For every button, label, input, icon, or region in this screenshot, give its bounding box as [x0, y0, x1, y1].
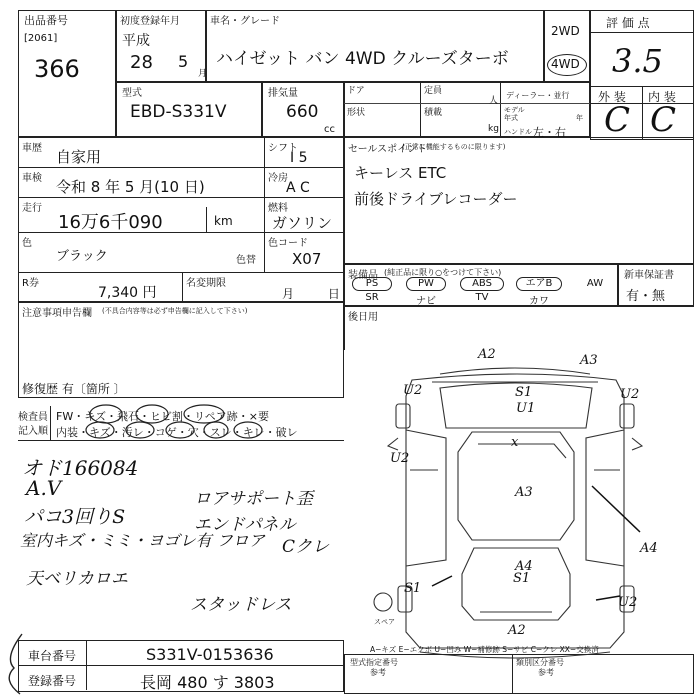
grade-value: 3.5 — [612, 42, 663, 80]
era: 平成 — [122, 33, 150, 49]
note-studless: スタッドレス — [190, 595, 292, 615]
equip-pw: PW — [406, 277, 446, 291]
name-change-value: 月 日 — [282, 287, 340, 301]
chassis-type-label: 型式 — [122, 88, 142, 99]
note-end-panel: エンドパネル — [194, 515, 296, 535]
selling-line-1: キーレス ETC — [354, 164, 447, 182]
inspector-label-1: 検査員 — [18, 412, 48, 423]
equip-airbag: エアB — [516, 277, 562, 291]
interior-label: 内 装 — [648, 90, 676, 104]
shift-label: シフト — [268, 143, 298, 154]
history-value: 自家用 — [56, 148, 102, 166]
drive-2wd: 2WD — [551, 24, 580, 38]
color-value: ブラック — [56, 249, 108, 264]
note-interior: 室内キズ・ミミ・ヨゴレ有 フロア — [20, 531, 265, 550]
warranty-value: 有・無 — [626, 289, 666, 304]
model-name: ハイゼット バン 4WD クルーズターボ — [216, 49, 509, 69]
door-label: ドア — [347, 86, 365, 96]
recycle-label: R券 — [22, 278, 39, 289]
inspector-row-2: 内装・キズ・汚レ・コゲ・穴・スレ・キレ・破レ — [56, 426, 298, 439]
repair-label: 修復歴 有〔箇所 〕 — [22, 382, 126, 396]
km-unit: km — [214, 214, 233, 228]
fuel-value: ガソリン — [272, 214, 333, 232]
capacity-unit: 人 — [489, 96, 499, 106]
seat-label: 後日用 — [348, 312, 378, 323]
warranty-label: 新車保証書 — [624, 270, 674, 281]
mark-a3-top: A3 — [580, 353, 598, 368]
reg-month: 5 — [178, 52, 189, 71]
equipment-label: 装備品 — [348, 270, 378, 281]
plate-label: 登録番号 — [28, 674, 77, 688]
ref-label-2: 参考 — [538, 668, 554, 677]
mark-u2-left-side: U2 — [390, 451, 410, 466]
handle-label: ハンドル — [504, 128, 532, 136]
notes-label: 注意事項申告欄 — [22, 308, 92, 319]
equipment-sub: (純正品に限り○をつけて下さい) — [384, 268, 502, 277]
mark-a3-center: A3 — [515, 485, 533, 500]
inspection-label: 車検 — [22, 173, 42, 184]
note-lower-support: ロアサポート歪 — [194, 489, 313, 509]
note-av: A.V — [26, 476, 62, 500]
chassis-no-label: 車台番号 — [28, 649, 77, 663]
name-change-label: 名変期限 — [186, 278, 226, 289]
lot-label: 出品番号 — [24, 14, 68, 27]
equip-abs: ABS — [460, 277, 504, 291]
spare-label: スペア — [374, 618, 395, 626]
shape-label: 形状 — [347, 108, 366, 118]
month-unit: 月 — [198, 69, 208, 79]
mark-u2-right-rear: U2 — [618, 595, 638, 610]
equip-tv: TV — [475, 292, 489, 303]
fuel-label: 燃料 — [268, 203, 288, 214]
year-unit: 年 — [576, 114, 583, 122]
mark-a2-top: A2 — [478, 347, 496, 362]
mark-u2-right-top: U2 — [620, 387, 640, 402]
displacement: 660 — [286, 102, 319, 122]
note-ceiling: 天ベリカロエ — [26, 569, 128, 589]
inspector-label-2: 記入順 — [18, 426, 48, 437]
note-cclear: Cクレ — [282, 537, 330, 557]
mark-u2-left-top: U2 — [403, 383, 423, 398]
category-label: 類別区分番号 — [516, 658, 564, 667]
handle-value: 左・右 — [533, 126, 566, 139]
load-unit: kg — [488, 124, 499, 134]
notes-sub: (不具合内容等は必ず申告欄に記入して下さい) — [102, 307, 248, 315]
exterior-label: 外 装 — [598, 90, 626, 104]
inspector-row-1: FW・キズ・飛石・ヒビ割・リペア跡・×要 — [56, 410, 269, 423]
cc-unit: cc — [324, 124, 335, 135]
mark-s1-left: S1 — [404, 581, 422, 596]
ref-label-1: 参考 — [370, 668, 386, 677]
capacity-label: 定員 — [424, 86, 443, 96]
mark-s1-rear: S1 — [513, 571, 531, 586]
equip-ps: PS — [352, 277, 392, 291]
equip-sr: SR — [365, 292, 379, 303]
mark-a4-rear: A4 — [515, 559, 533, 574]
chassis-no: S331V-0153636 — [146, 645, 274, 664]
mileage-label: 走行 — [22, 203, 42, 214]
signature-mark — [0, 628, 30, 700]
grade-label: 評 価 点 — [606, 16, 650, 30]
type-approval-label: 型式指定番号 — [350, 658, 398, 667]
drive-4wd: 4WD — [551, 57, 580, 71]
model-label: 車名・グレード — [210, 16, 280, 27]
selling-points-sub: (正常に機能するものに限ります) — [402, 143, 506, 151]
mark-a2-bottom: A2 — [508, 623, 526, 638]
plate: 長岡 480 す 3803 — [140, 673, 275, 692]
diagram-legend: A−キズ E−エクボ U−凹み W−補修跡 S−サビ C−クレ XX−交換済 — [370, 645, 599, 654]
lot-sub: [2061] — [24, 33, 58, 44]
chassis-type: EBD-S331V — [130, 102, 227, 122]
history-label: 車歴 — [22, 143, 42, 154]
interior-grade: C — [650, 100, 677, 140]
mark-x-roof: x — [511, 435, 519, 450]
selling-line-2: 前後ドライブレコーダー — [354, 190, 518, 208]
shift-value: I 5 — [290, 150, 308, 166]
mark-s1-front: S1 — [515, 385, 533, 400]
mileage-value: 16万6千090 — [58, 212, 163, 233]
lot-number: 366 — [34, 55, 80, 83]
mark-a4-right: A4 — [640, 541, 658, 556]
recycle-value: 7,340 円 — [98, 285, 157, 301]
dealer-label: ディーラー・並行 — [506, 91, 570, 100]
equip-navi: ナビ — [416, 296, 436, 307]
color-code-value: X07 — [292, 250, 322, 268]
ac-label: 冷房 — [268, 173, 288, 184]
reg-year: 28 — [130, 52, 153, 73]
mark-u1-front: U1 — [516, 401, 536, 416]
note-odo: オド166084 — [22, 456, 139, 480]
first-reg-label: 初度登録年月 — [120, 16, 180, 27]
selling-points-label: セールスポイント — [348, 144, 428, 155]
inspection-value: 令和 8 年 5 月(10 日) — [56, 178, 205, 196]
note-pako: パコ3回りS — [24, 506, 126, 528]
load-label: 積載 — [424, 108, 443, 118]
equip-aw: AW — [586, 278, 604, 289]
ac-value: A C — [286, 180, 310, 196]
color-code-label: 色コード — [268, 238, 308, 249]
color-change-label: 色替 — [236, 255, 256, 266]
equip-leather: カワ — [529, 296, 549, 307]
displacement-label: 排気量 — [268, 88, 298, 99]
model-year-label: モデル年式 — [504, 106, 525, 122]
exterior-grade: C — [604, 100, 631, 140]
color-label: 色 — [22, 238, 32, 249]
